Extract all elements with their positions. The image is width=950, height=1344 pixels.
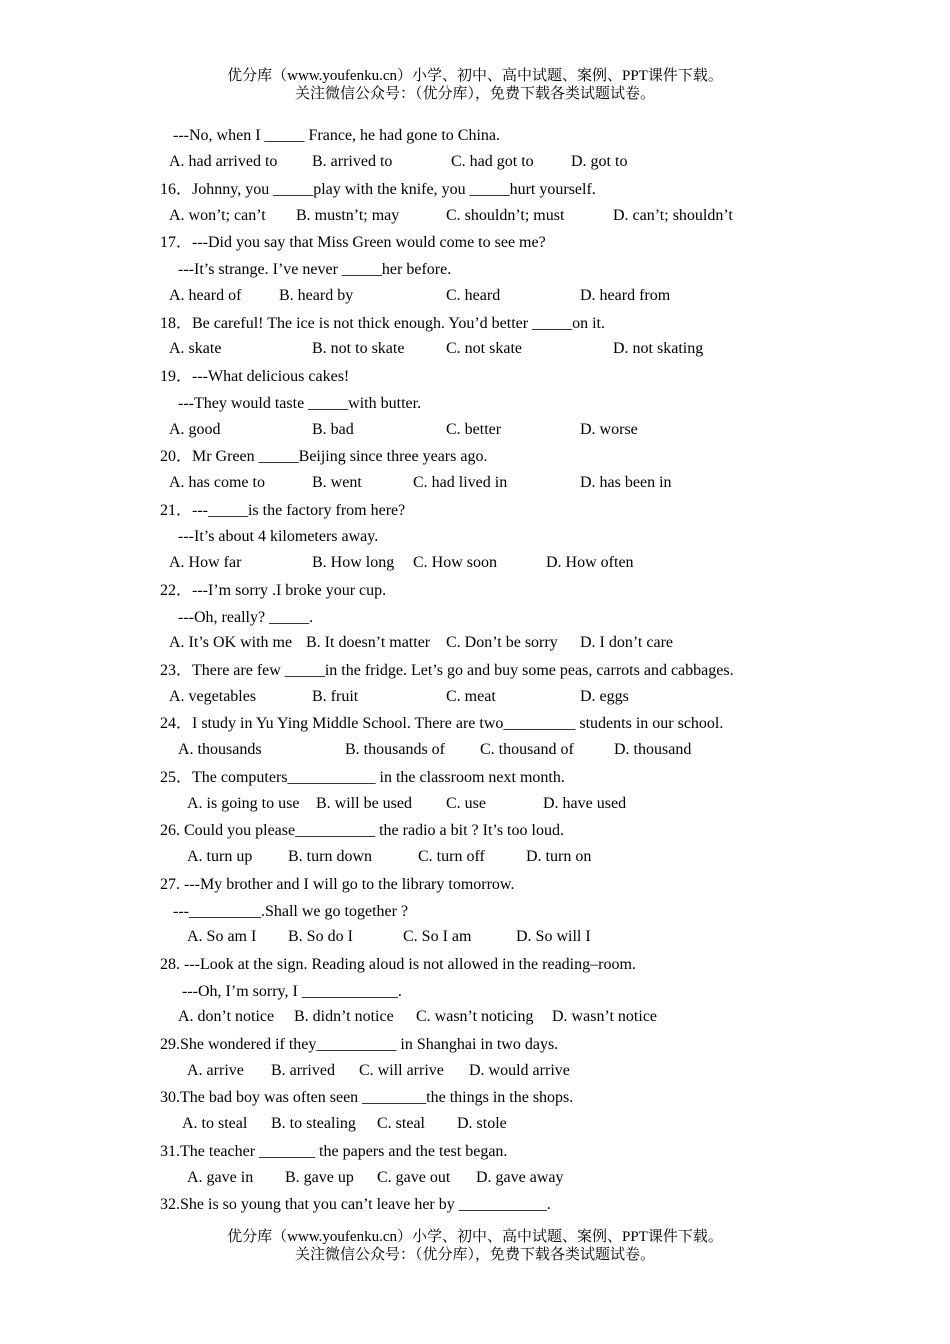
answer-option-a: A. to steal	[182, 1115, 248, 1132]
answer-option-d: D. has been in	[580, 474, 672, 491]
answer-option-b: B. to stealing	[271, 1115, 356, 1132]
answer-option-d: D. gave away	[476, 1169, 564, 1186]
answer-option-b: B. didn’t notice	[294, 1008, 394, 1025]
answer-option-b: B. arrived	[271, 1062, 335, 1079]
question-line: ---No, when I _____ France, he had gone to China.	[173, 127, 501, 144]
answer-option-c: C. heard	[446, 287, 501, 304]
answer-option-b: B. How long	[312, 554, 395, 571]
page-footer	[0, 1228, 950, 1264]
question-line: 16．Johnny, you _____play with the knife, you _____hurt yourself.	[160, 181, 596, 198]
answer-option-b: B. bad	[312, 421, 354, 438]
answer-option-a: A. thousands	[178, 741, 262, 758]
answer-option-d: D. can’t; shouldn’t	[613, 207, 733, 224]
answer-option-d: D. So will I	[516, 928, 591, 945]
question-line: 25．The computers___________ in the classroom next month.	[160, 769, 565, 786]
answer-option-a: A. heard of	[169, 287, 242, 304]
header-line-2: 关注微信公众号：（优分库），免费下载各类试题试卷。	[294, 86, 655, 102]
question-line: 26. Could you please__________ the radio a bit ? It’s too loud.	[160, 822, 564, 839]
question-line: 27. ---My brother and I will go to the library tomorrow.	[160, 876, 515, 893]
question-line: 17．---Did you say that Miss Green would come to see me?	[160, 234, 546, 251]
question-line: ---Oh, I’m sorry, I ____________.	[182, 983, 402, 1000]
question-line: 18．Be careful! The ice is not thick enough. You’d better _____on it.	[160, 315, 605, 332]
answer-option-c: C. not skate	[446, 340, 522, 357]
answer-option-c: C. Don’t be sorry	[446, 634, 558, 651]
question-line: 31.The teacher _______ the papers and the test began.	[160, 1143, 508, 1160]
question-line: 24．I study in Yu Ying Middle School. There are two_________ students in our school.	[160, 715, 724, 732]
answer-option-c: C. wasn’t noticing	[416, 1008, 534, 1025]
answer-option-a: A. had arrived to	[169, 153, 278, 170]
answer-option-b: B. So do I	[288, 928, 353, 945]
answer-option-d: D. stole	[457, 1115, 507, 1132]
answer-option-d: D. thousand	[614, 741, 692, 758]
answer-option-a: A. has come to	[169, 474, 265, 491]
answer-option-a: A. It’s OK with me	[169, 634, 293, 651]
header-line-1: 优分库（www.youfenku.cn）小学、初中、高中试题、案例、PPT课件下载。	[227, 68, 723, 84]
answer-option-b: B. thousands of	[345, 741, 445, 758]
answer-option-a: A. good	[169, 421, 221, 438]
answer-option-c: C. will arrive	[359, 1062, 444, 1079]
answer-option-d: D. eggs	[580, 688, 629, 705]
answer-option-a: A. arrive	[187, 1062, 244, 1079]
answer-option-c: C. use	[446, 795, 486, 812]
answer-option-b: B. turn down	[288, 848, 372, 865]
answer-option-c: C. had got to	[451, 153, 534, 170]
answer-option-c: C. shouldn’t; must	[446, 207, 565, 224]
answer-option-d: D. heard from	[580, 287, 671, 304]
answer-option-d: D. not skating	[613, 340, 704, 357]
answer-option-d: D. have used	[543, 795, 627, 812]
question-line: 19．---What delicious cakes!	[160, 368, 350, 385]
question-line: 28. ---Look at the sign. Reading aloud is not allowed in the reading–room.	[160, 956, 636, 973]
answer-option-d: D. got to	[571, 153, 628, 170]
question-line: ---They would taste _____with butter.	[178, 395, 422, 412]
answer-option-c: C. So I am	[403, 928, 472, 945]
question-line: 20．Mr Green _____Beijing since three years ago.	[160, 448, 488, 465]
footer-line-2: 关注微信公众号：（优分库），免费下载各类试题试卷。	[294, 1247, 655, 1263]
answer-option-b: B. heard by	[279, 287, 354, 304]
answer-option-a: A. So am I	[187, 928, 257, 945]
answer-option-d: D. would arrive	[469, 1062, 570, 1079]
question-line: ---It’s strange. I’ve never _____her before.	[178, 261, 452, 278]
answer-option-a: A. don’t notice	[178, 1008, 275, 1025]
answer-option-d: D. turn on	[526, 848, 592, 865]
answer-option-a: A. turn up	[187, 848, 253, 865]
answer-option-a: A. vegetables	[169, 688, 257, 705]
question-line: 23．There are few _____in the fridge. Let’s go and buy some peas, carrots and cabbages.	[160, 662, 734, 679]
page-header	[0, 67, 950, 103]
answer-option-b: B. fruit	[312, 688, 359, 705]
answer-option-c: C. better	[446, 421, 502, 438]
answer-option-a: A. How far	[169, 554, 242, 571]
footer-line-1: 优分库（www.youfenku.cn）小学、初中、高中试题、案例、PPT课件下载。	[227, 1229, 723, 1245]
answer-option-b: B. went	[312, 474, 362, 491]
question-line: ---It’s about 4 kilometers away.	[178, 528, 379, 545]
question-line: 29.She wondered if they__________ in Shanghai in two days.	[160, 1036, 559, 1053]
answer-option-b: B. mustn’t; may	[296, 207, 400, 224]
answer-option-c: C. turn off	[418, 848, 485, 865]
answer-option-c: C. gave out	[377, 1169, 451, 1186]
question-line: 32.She is so young that you can’t leave her by ___________.	[160, 1196, 551, 1213]
answer-option-c: C. had lived in	[413, 474, 508, 491]
answer-option-a: A. gave in	[187, 1169, 254, 1186]
answer-option-c: C. How soon	[413, 554, 498, 571]
answer-option-d: D. wasn’t notice	[552, 1008, 658, 1025]
answer-option-d: D. worse	[580, 421, 638, 438]
question-line: 30.The bad boy was often seen ________the things in the shops.	[160, 1089, 574, 1106]
answer-option-b: B. not to skate	[312, 340, 405, 357]
answer-option-b: B. gave up	[285, 1169, 354, 1186]
answer-option-a: A. won’t; can’t	[169, 207, 266, 224]
answer-option-c: C. thousand of	[480, 741, 574, 758]
answer-option-a: A. skate	[169, 340, 222, 357]
answer-option-c: C. meat	[446, 688, 496, 705]
answer-option-c: C. steal	[377, 1115, 425, 1132]
question-line: ---Oh, really? _____.	[178, 609, 314, 626]
question-line: ---_________.Shall we go together ?	[173, 903, 409, 920]
answer-option-d: D. How often	[546, 554, 634, 571]
answer-option-b: B. It doesn’t matter	[306, 634, 431, 651]
answer-option-a: A. is going to use	[187, 795, 300, 812]
answer-option-d: D. I don’t care	[580, 634, 673, 651]
answer-option-b: B. arrived to	[312, 153, 393, 170]
question-line: 22．---I’m sorry .I broke your cup.	[160, 582, 387, 599]
question-line: 21．---_____is the factory from here?	[160, 502, 406, 519]
answer-option-b: B. will be used	[316, 795, 412, 812]
